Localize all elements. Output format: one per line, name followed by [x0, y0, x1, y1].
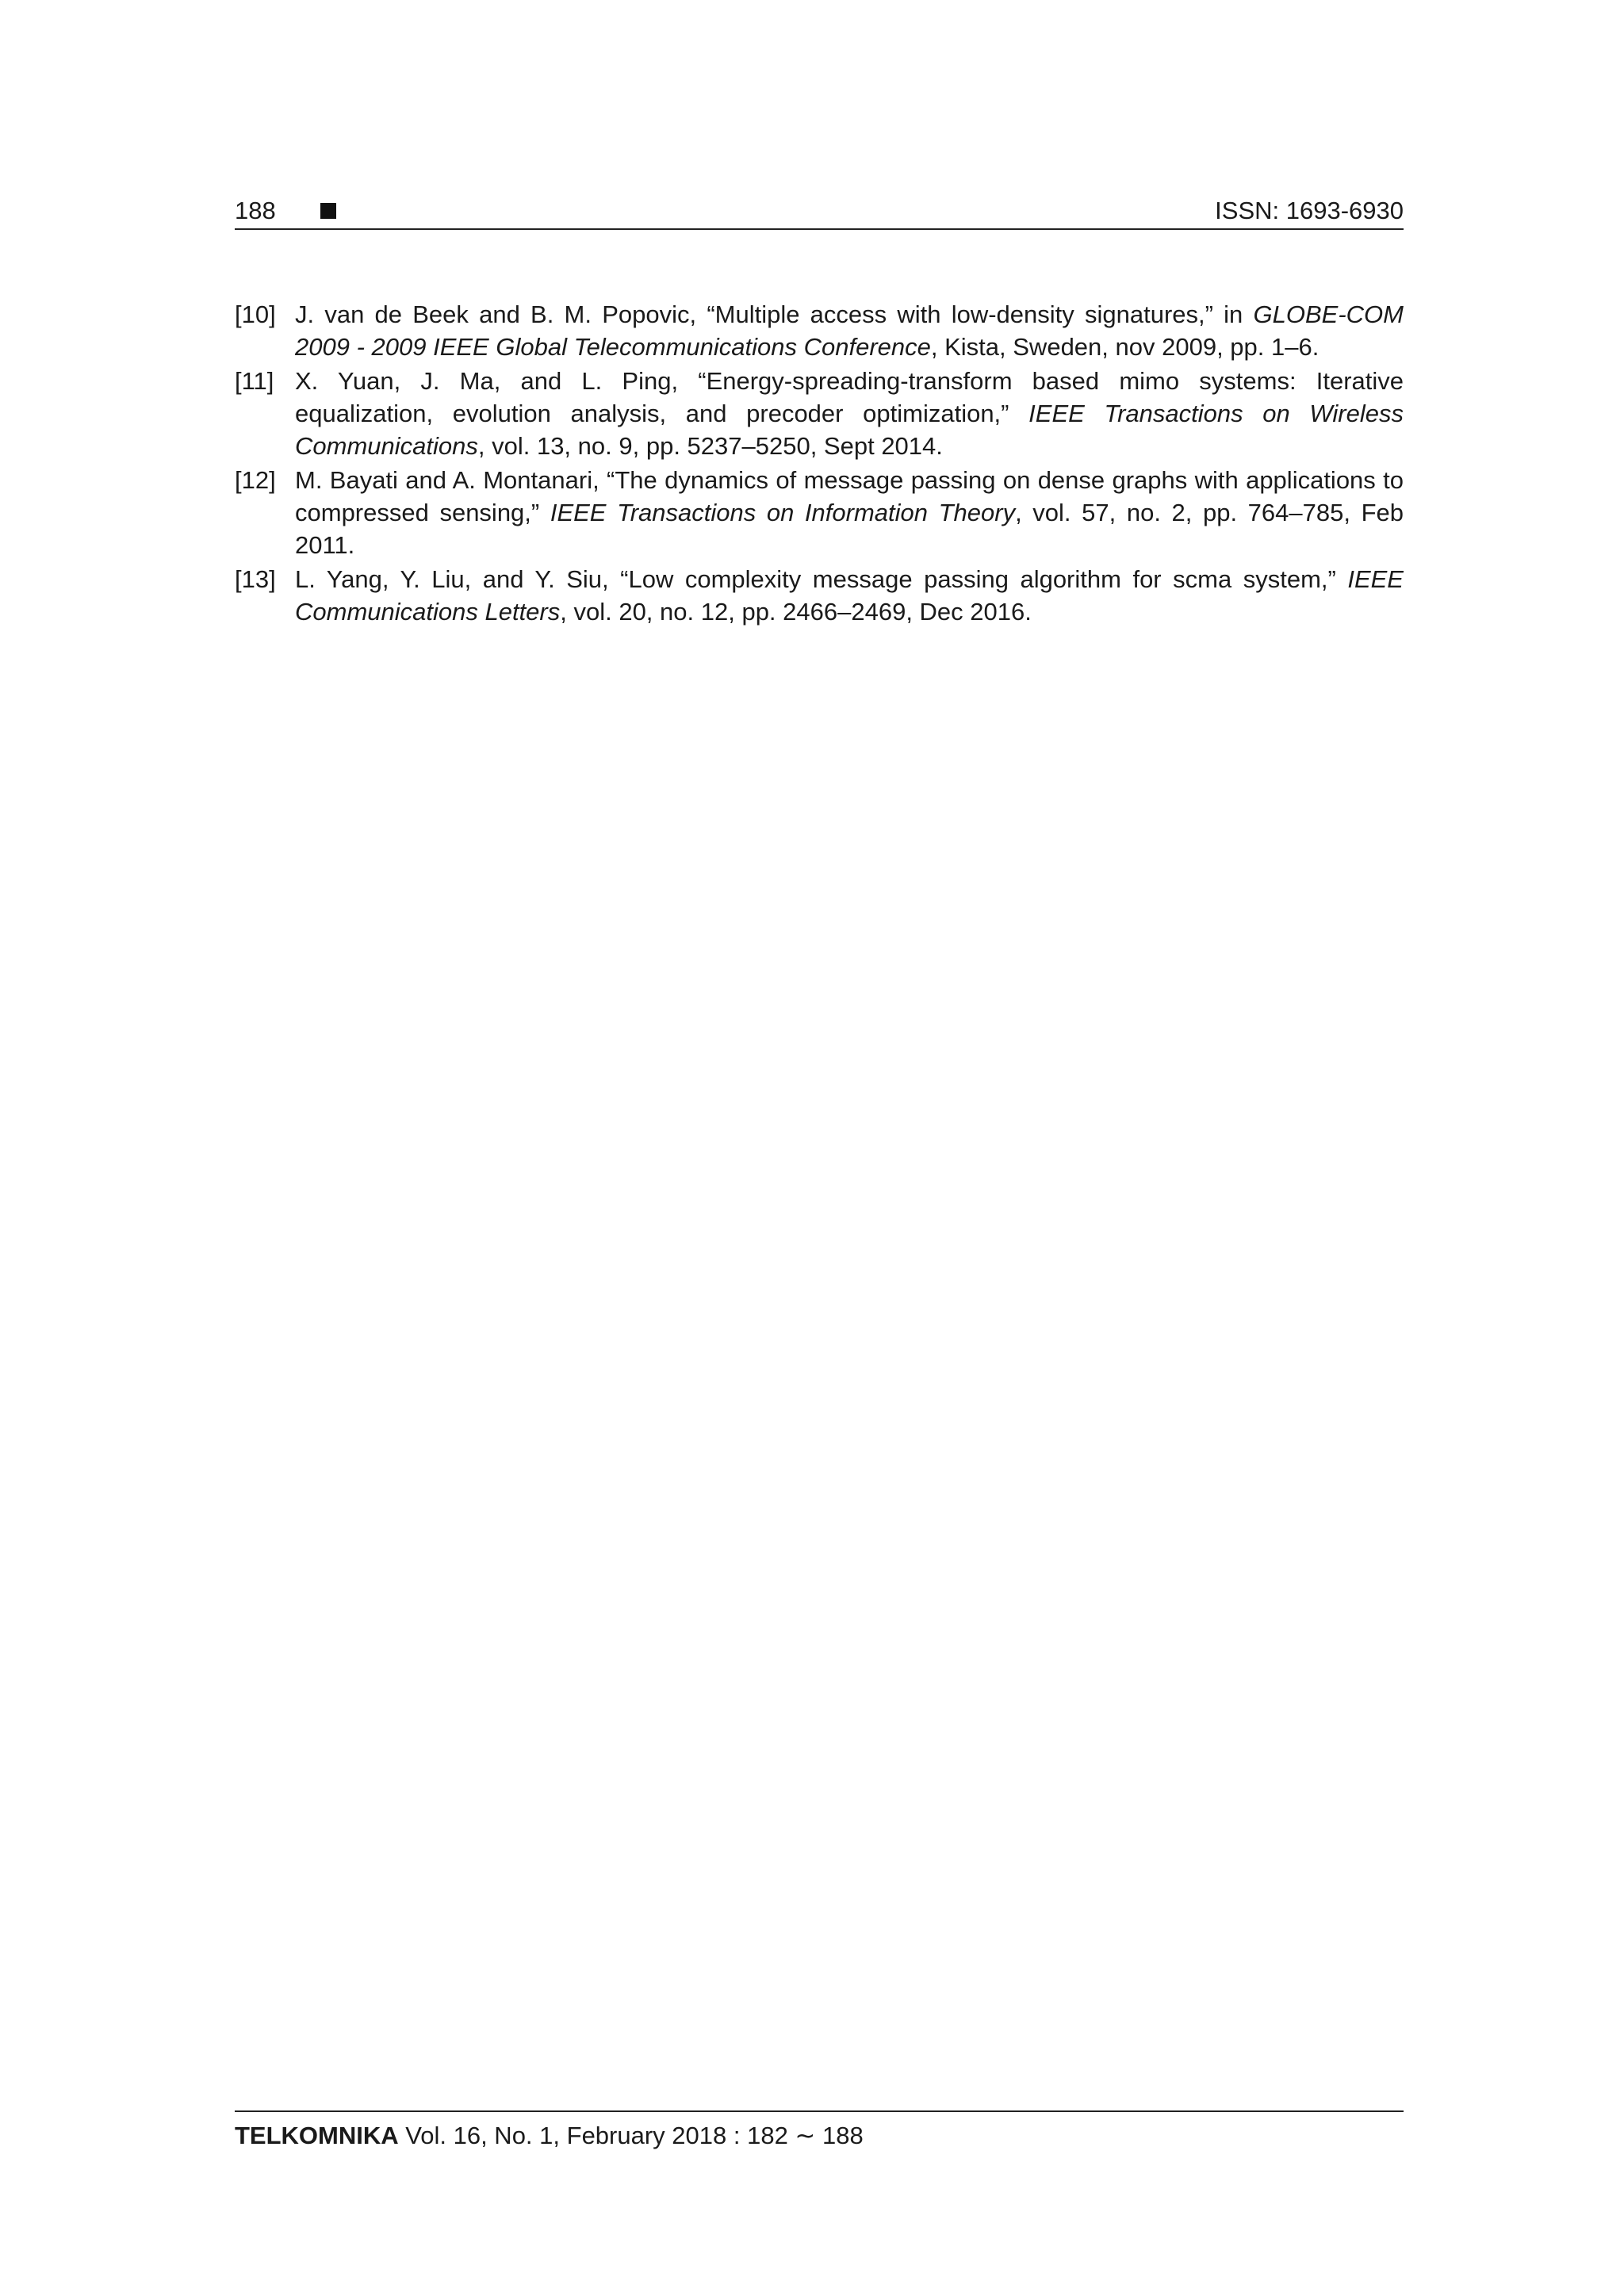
reference-item-10 — [235, 298, 1404, 363]
reference-authors-title: X. Yuan, J. Ma, and L. Ping, “Energy-spreading-transform based mimo systems: Iterative equalization, evolution analysis, and precoder optimization,” — [295, 367, 1404, 427]
reference-authors-title: M. Bayati and A. Montanari, “The dynamics of message passing on dense graphs with applications to compressed sensing,” — [295, 466, 1404, 526]
reference-label: [11] — [235, 367, 274, 395]
page-header — [235, 193, 1404, 228]
reference-venue: IEEE Communications Letters — [295, 565, 1404, 626]
reference-details: , vol. 20, no. 12, pp. 2466–2469, Dec 2016. — [560, 598, 1032, 626]
reference-venue: GLOBE-COM 2009 - 2009 IEEE Global Telecommunications Conference — [295, 300, 1404, 361]
reference-venue: IEEE Transactions on Wireless Communications — [295, 400, 1404, 460]
reference-text — [295, 466, 1404, 559]
reference-authors-title: L. Yang, Y. Liu, and Y. Siu, “Low complexity message passing algorithm for scma system,” — [295, 565, 1348, 593]
reference-item-11 — [235, 365, 1404, 462]
page-footer — [235, 2118, 864, 2153]
reference-item-12 — [235, 464, 1404, 561]
reference-details: , vol. 13, no. 9, pp. 5237–5250, Sept 2014. — [477, 432, 943, 460]
reference-details: , Kista, Sweden, nov 2009, pp. 1–6. — [930, 333, 1320, 361]
reference-text — [295, 300, 1404, 361]
issn-label: ISSN: 1693-6930 — [1215, 197, 1404, 224]
reference-label: [12] — [235, 466, 276, 494]
reference-text — [295, 367, 1404, 460]
footer-rule — [235, 2110, 1404, 2112]
reference-venue: IEEE Transactions on Information Theory — [550, 499, 1016, 526]
reference-list — [235, 298, 1404, 629]
issue-citation: Vol. 16, No. 1, February 2018 : 182 ∼ 188 — [405, 2122, 864, 2149]
reference-text — [295, 565, 1404, 626]
reference-item-13 — [235, 563, 1404, 628]
reference-details: , vol. 57, no. 2, pp. 764–785, Feb 2011. — [295, 499, 1404, 559]
journal-name: TELKOMNIKA — [235, 2122, 399, 2149]
header-square-marker — [320, 203, 336, 219]
reference-label: [13] — [235, 565, 276, 593]
page-number: 188 — [235, 197, 276, 224]
reference-label: [10] — [235, 300, 276, 328]
reference-authors-title: J. van de Beek and B. M. Popovic, “Multiple access with low-density signatures,” in — [295, 300, 1254, 328]
header-rule — [235, 228, 1404, 230]
